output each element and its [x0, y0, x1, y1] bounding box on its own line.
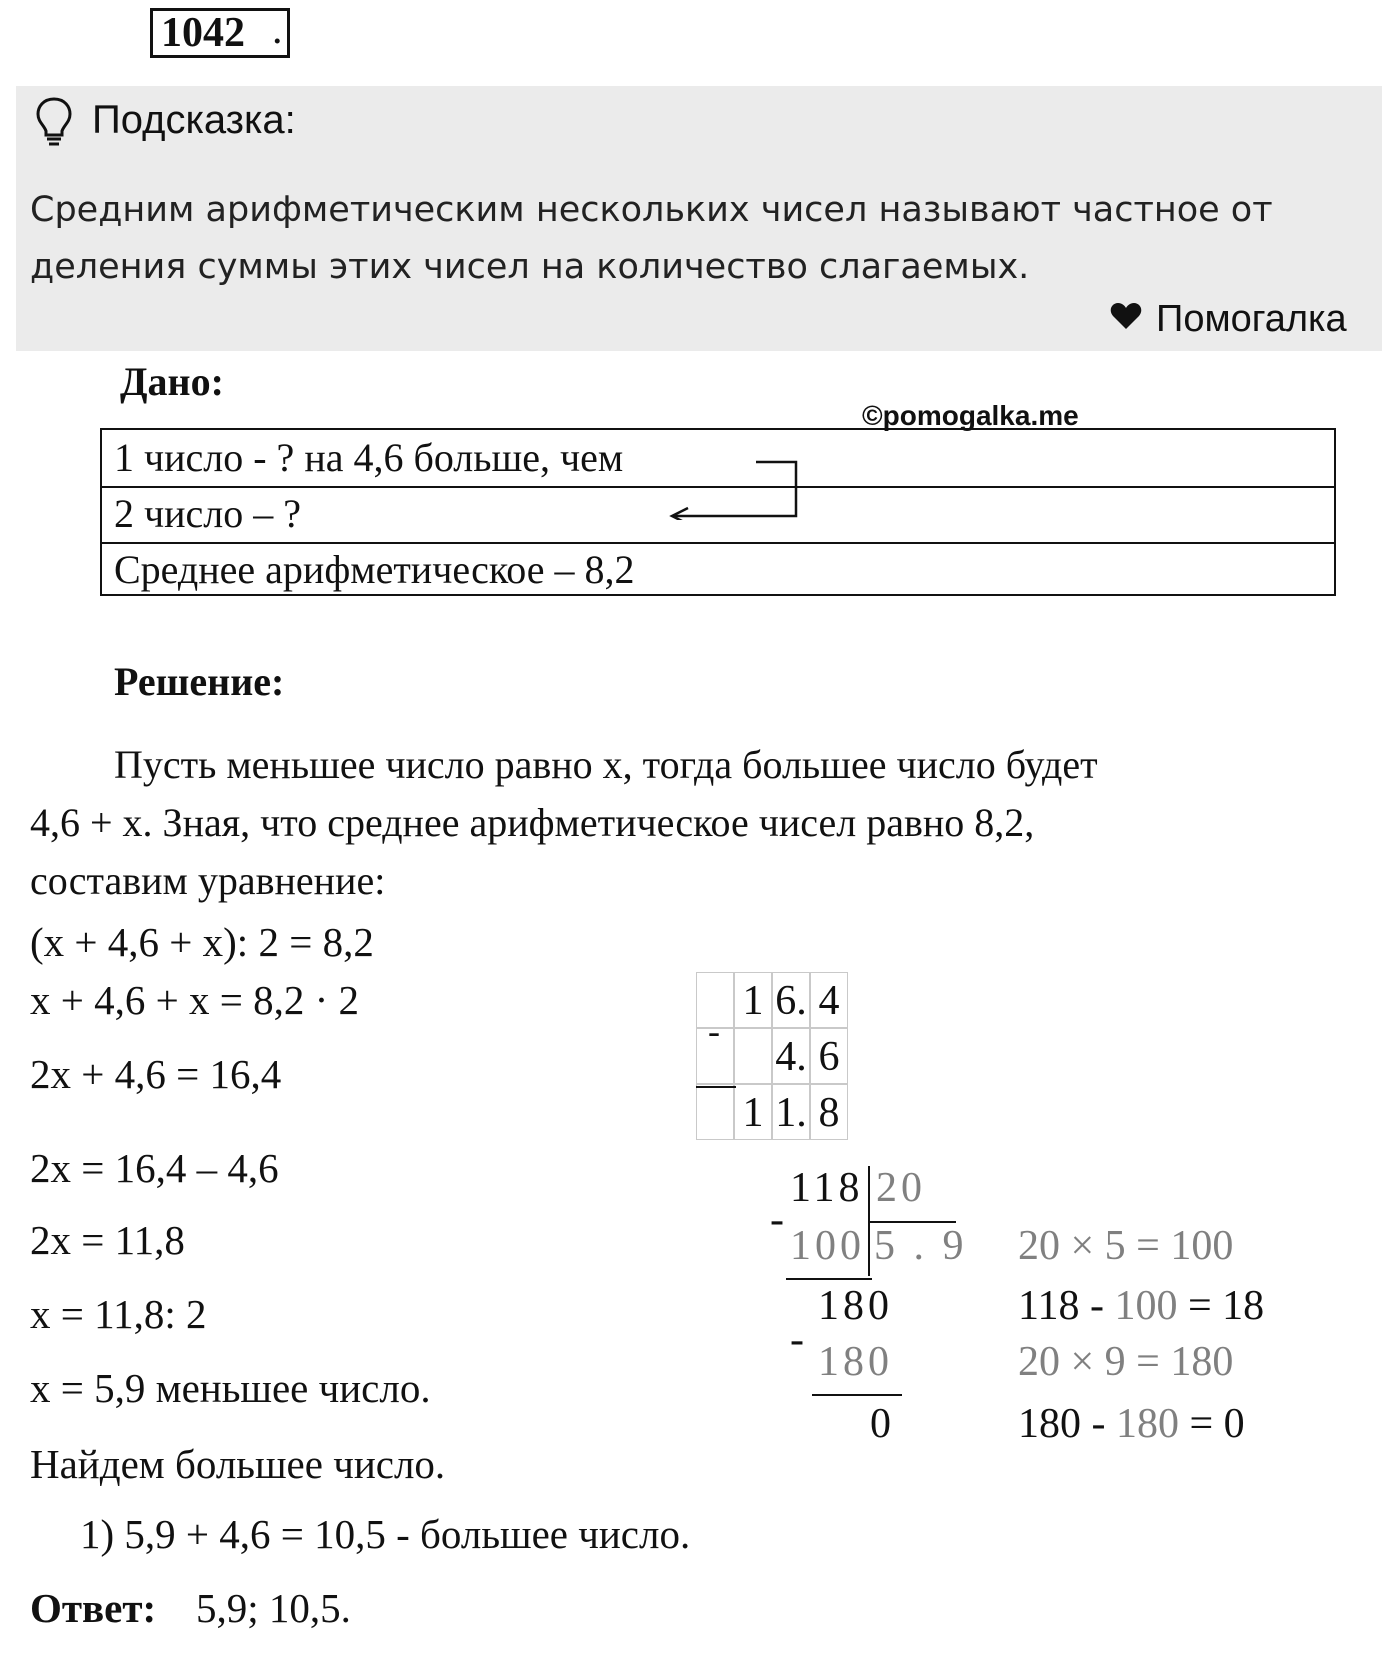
subtraction-minus: -	[708, 1011, 720, 1051]
given-heading: Дано:	[120, 359, 224, 404]
step-1: 1) 5,9 + 4,6 = 10,5 - большее число.	[80, 1511, 691, 1557]
division-note-3: 20 × 9 = 180	[1018, 1339, 1234, 1385]
division-note-1: 20 × 5 = 100	[1018, 1223, 1234, 1269]
division-line-2	[812, 1394, 902, 1396]
hint-text: Средним арифметическим нескольких чисел называют частное от деления суммы этих чисел на количество слагаемых.	[30, 190, 1273, 287]
dividend: 118	[790, 1165, 864, 1211]
division-minus-1: -	[770, 1197, 788, 1243]
subtrahend-1: 100	[790, 1223, 865, 1269]
given-row-3: Среднее арифметическое – 8,2	[114, 547, 635, 592]
grid-cell: 8	[810, 1084, 848, 1140]
subtraction-line	[696, 1086, 736, 1088]
brand-name: Помогалка	[1156, 298, 1347, 340]
grid-cell: 4.	[772, 1028, 810, 1084]
grid-cell: 1	[734, 972, 772, 1028]
given-row-1: 1 число - ? на 4,6 больше, чем	[102, 430, 1334, 488]
division-note-2: 118 - 100 = 18	[1018, 1283, 1265, 1329]
answer-label: Ответ:	[30, 1585, 157, 1631]
solution-paragraph-line-3: составим уравнение:	[30, 858, 386, 903]
divisor: 20	[876, 1165, 926, 1211]
equation-5: 2x = 11,8	[30, 1217, 185, 1263]
division-note-4: 180 - 180 = 0	[1018, 1401, 1245, 1447]
equation-7: x = 5,9 меньшее число.	[30, 1365, 431, 1411]
quotient: 5 . 9	[874, 1223, 968, 1269]
hint-title: Подсказка:	[92, 98, 296, 142]
lightbulb-icon	[34, 96, 74, 148]
grid-cell	[734, 1028, 772, 1084]
subtrahend-2: 180	[818, 1339, 893, 1385]
given-row-2: 2 число – ?	[102, 486, 1334, 544]
solution-paragraph-line-2: 4,6 + x. Зная, что среднее арифметическое чисел равно 8,2,	[30, 800, 1035, 845]
grid-cell: 4	[810, 972, 848, 1028]
solution-heading: Решение:	[114, 659, 285, 704]
grid-cell: 6	[810, 1028, 848, 1084]
remainder-1: 180	[818, 1283, 893, 1329]
comparison-arrow	[660, 458, 800, 520]
division-line-1	[786, 1278, 872, 1280]
solution-paragraph-line-1: Пусть меньшее число равно x, тогда большее число будет	[114, 742, 1098, 787]
heart-icon	[1110, 302, 1142, 330]
equation-3: 2x + 4,6 = 16,4	[30, 1051, 282, 1097]
equation-1: (x + 4,6 + x): 2 = 8,2	[30, 919, 374, 965]
watermark: ©pomogalka.me	[862, 400, 1079, 431]
grid-cell	[696, 1084, 734, 1140]
grid-cell: 6.	[772, 972, 810, 1028]
equation-4: 2x = 16,4 – 4,6	[30, 1145, 279, 1191]
problem-number: 1042	[150, 8, 290, 58]
grid-cell: 1.	[772, 1084, 810, 1140]
answer-value: 5,9; 10,5.	[196, 1585, 351, 1631]
remainder-2: 0	[870, 1401, 895, 1447]
equation-2: x + 4,6 + x = 8,2 · 2	[30, 977, 360, 1023]
find-larger-text: Найдем большее число.	[30, 1441, 446, 1487]
grid-cell: 1	[734, 1084, 772, 1140]
problem-number-dot: .	[272, 7, 283, 53]
equation-6: x = 11,8: 2	[30, 1291, 207, 1337]
division-minus-2: -	[790, 1317, 808, 1363]
